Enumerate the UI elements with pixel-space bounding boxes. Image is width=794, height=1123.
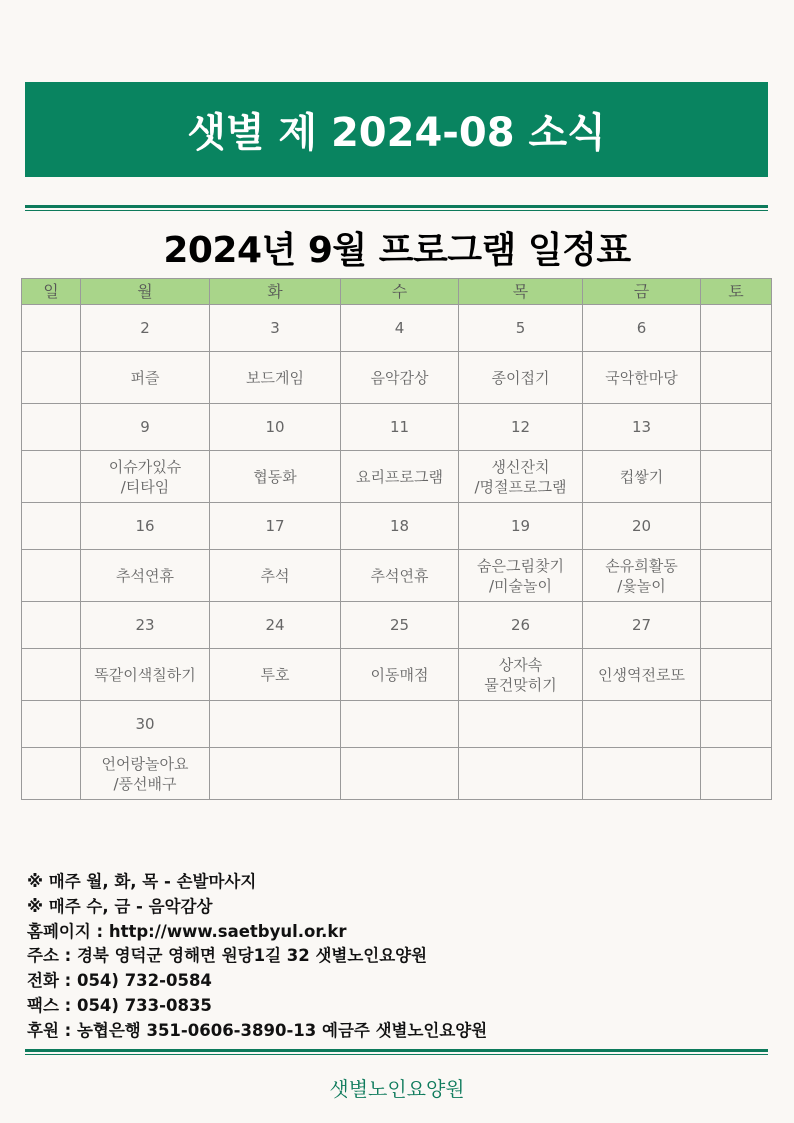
schedule-table xyxy=(21,278,772,800)
info-music: ※ 매주 수, 금 - 음악감상 xyxy=(27,896,213,916)
activity-cell: 보드게임 xyxy=(210,352,341,404)
date-cell: 12 xyxy=(459,404,583,451)
date-row xyxy=(22,701,772,748)
activity-cell xyxy=(22,550,81,602)
activity-cell: 추석연휴 xyxy=(341,550,459,602)
activity-cell: 투호 xyxy=(210,649,341,701)
date-cell: 11 xyxy=(341,404,459,451)
activity-row xyxy=(22,352,772,404)
activity-cell: 추석 xyxy=(210,550,341,602)
date-cell xyxy=(341,701,459,748)
weekday-header-row xyxy=(22,279,772,305)
activity-cell xyxy=(22,451,81,503)
weekday-sat: 토 xyxy=(701,279,772,305)
activity-cell xyxy=(701,550,772,602)
title-banner xyxy=(25,82,768,177)
date-cell xyxy=(701,503,772,550)
date-cell xyxy=(22,701,81,748)
date-cell: 26 xyxy=(459,602,583,649)
activity-cell: 이슈가있슈 /티타임 xyxy=(81,451,210,503)
activity-cell: 음악감상 xyxy=(341,352,459,404)
activity-row xyxy=(22,649,772,701)
date-cell xyxy=(701,305,772,352)
info-phone: 전화 : 054) 732-0584 xyxy=(27,971,212,991)
date-row xyxy=(22,404,772,451)
activity-cell: 인생역전로또 xyxy=(583,649,701,701)
info-massage: ※ 매주 월, 화, 목 - 손발마사지 xyxy=(27,872,257,891)
divider-top xyxy=(25,205,768,211)
activity-row xyxy=(22,451,772,503)
activity-cell xyxy=(22,649,81,701)
date-cell xyxy=(459,701,583,748)
date-cell xyxy=(22,602,81,649)
activity-cell: 손유희활동 /윷놀이 xyxy=(583,550,701,602)
date-cell: 3 xyxy=(210,305,341,352)
weekday-sun: 일 xyxy=(22,279,81,305)
date-cell: 9 xyxy=(81,404,210,451)
activity-cell: 상자속 물건맞히기 xyxy=(459,649,583,701)
weekday-wed: 수 xyxy=(341,279,459,305)
info-homepage: 홈페이지 : http://www.saetbyul.or.kr xyxy=(27,921,347,941)
date-row xyxy=(22,503,772,550)
info-fax: 팩스 : 054) 733-0835 xyxy=(27,995,212,1015)
activity-row xyxy=(22,748,772,800)
activity-row xyxy=(22,550,772,602)
date-cell: 2 xyxy=(81,305,210,352)
date-cell xyxy=(701,701,772,748)
activity-cell: 퍼즐 xyxy=(81,352,210,404)
date-cell xyxy=(22,404,81,451)
date-cell: 4 xyxy=(341,305,459,352)
date-cell: 30 xyxy=(81,701,210,748)
date-cell: 24 xyxy=(210,602,341,649)
date-cell: 10 xyxy=(210,404,341,451)
date-cell: 20 xyxy=(583,503,701,550)
activity-cell xyxy=(583,748,701,800)
date-cell: 17 xyxy=(210,503,341,550)
date-cell: 23 xyxy=(81,602,210,649)
activity-cell: 추석연휴 xyxy=(81,550,210,602)
date-cell: 13 xyxy=(583,404,701,451)
activity-cell: 협동화 xyxy=(210,451,341,503)
activity-cell xyxy=(210,748,341,800)
schedule-body xyxy=(22,305,772,800)
activity-cell: 언어랑놀아요 /풍선배구 xyxy=(81,748,210,800)
activity-cell xyxy=(459,748,583,800)
footer-org-name: 샛별노인요양원 xyxy=(329,1077,465,1101)
schedule-title: 2024년 9월 프로그램 일정표 xyxy=(163,230,631,271)
activity-cell: 요리프로그램 xyxy=(341,451,459,503)
activity-cell: 생신잔치 /명절프로그램 xyxy=(459,451,583,503)
info-block xyxy=(27,870,487,1044)
activity-cell xyxy=(701,352,772,404)
date-cell xyxy=(22,503,81,550)
date-cell xyxy=(701,404,772,451)
activity-cell xyxy=(701,649,772,701)
activity-cell: 이동매점 xyxy=(341,649,459,701)
date-cell xyxy=(701,602,772,649)
activity-cell: 똑같이색칠하기 xyxy=(81,649,210,701)
date-cell: 6 xyxy=(583,305,701,352)
activity-cell: 컵쌓기 xyxy=(583,451,701,503)
activity-cell: 숨은그림찾기 /미술놀이 xyxy=(459,550,583,602)
newsletter-title: 샛별 제 2024-08 소식 xyxy=(187,110,606,156)
activity-cell xyxy=(22,352,81,404)
date-row xyxy=(22,602,772,649)
activity-cell xyxy=(22,748,81,800)
divider-bottom xyxy=(25,1049,768,1055)
weekday-tue: 화 xyxy=(210,279,341,305)
weekday-fri: 금 xyxy=(583,279,701,305)
date-cell: 25 xyxy=(341,602,459,649)
weekday-thu: 목 xyxy=(459,279,583,305)
date-cell: 5 xyxy=(459,305,583,352)
weekday-mon: 월 xyxy=(81,279,210,305)
activity-cell xyxy=(341,748,459,800)
activity-cell: 국악한마당 xyxy=(583,352,701,404)
info-address: 주소 : 경북 영덕군 영해면 원당1길 32 샛별노인요양원 xyxy=(27,946,428,966)
date-cell xyxy=(22,305,81,352)
date-cell: 19 xyxy=(459,503,583,550)
activity-cell: 종이접기 xyxy=(459,352,583,404)
info-donation: 후원 : 농협은행 351-0606-3890-13 예금주 샛별노인요양원 xyxy=(27,1020,488,1040)
date-cell xyxy=(583,701,701,748)
date-cell: 16 xyxy=(81,503,210,550)
date-cell xyxy=(210,701,341,748)
activity-cell xyxy=(701,451,772,503)
activity-cell xyxy=(701,748,772,800)
date-row xyxy=(22,305,772,352)
date-cell: 18 xyxy=(341,503,459,550)
date-cell: 27 xyxy=(583,602,701,649)
